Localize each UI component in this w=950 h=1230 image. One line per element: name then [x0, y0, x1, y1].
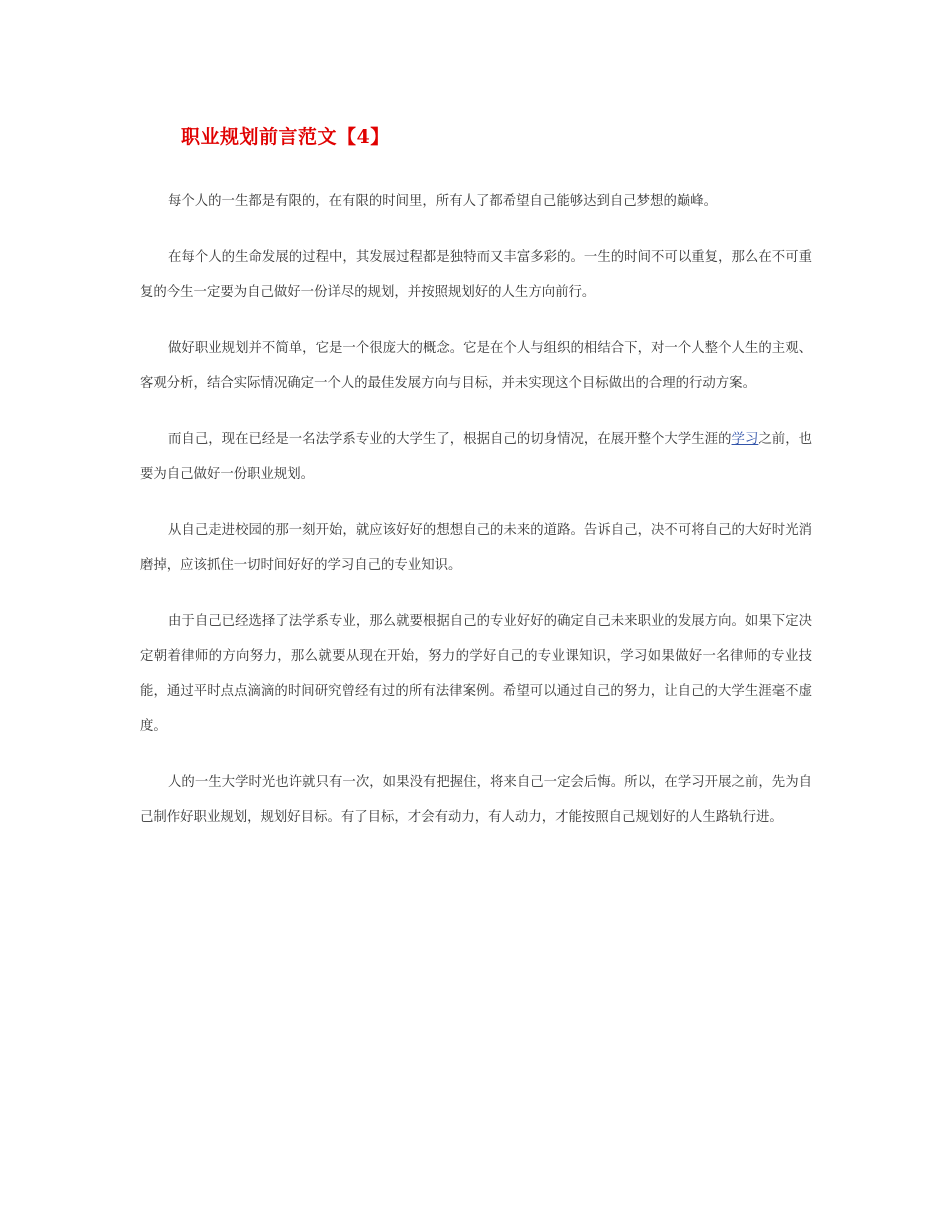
paragraph-4	[140, 422, 812, 492]
paragraph-7: 人的一生大学时光也许就只有一次，如果没有把握住，将来自己一定会后悔。所以，在学习开展之前，先为自己制作好职业规划，规划好目标。有了目标，才会有动力，有人动力，才能按照自己规划好的人生路轨行进。	[140, 775, 812, 825]
paragraph-4-text-before: 而自己，现在已经是一名法学系专业的大学生了，根据自己的切身情况，在展开整个大学生涯的	[168, 432, 732, 447]
page-title: 职业规划前言范文【4】	[181, 126, 390, 148]
paragraph-4-text-after: 之前，也要为自己做好一份职业规划。	[140, 432, 813, 482]
study-link[interactable]: 学习	[731, 432, 759, 447]
paragraph-1: 每个人的一生都是有限的，在有限的时间里，所有人了都希望自己能够达到自己梦想的巅峰。	[168, 194, 718, 209]
paragraph-2: 在每个人的生命发展的过程中，其发展过程都是独特而又丰富多彩的。一生的时间不可以重复，那么在不可重复的今生一定要为自己做好一份详尽的规划，并按照规划好的人生方向前行。	[140, 250, 812, 300]
paragraph-6: 由于自己已经选择了法学系专业，那么就要根据自己的专业好好的确定自己未来职业的发展方向。如果下定决定朝着律师的方向努力，那么就要从现在开始，努力的学好自己的专业课知识，学习如果做好一名律师的专业技能，通过平时点点滴滴的时间研究曾经有过的所有法律案例。希望可以通过自己的努力，让自己的大学生涯毫不虚度。	[140, 614, 812, 734]
paragraph-3: 做好职业规划并不简单，它是一个很庞大的概念。它是在个人与组织的相结合下，对一个人整个人生的主观、客观分析，结合实际情况确定一个人的最佳发展方向与目标，并未实现这个目标做出的合理的行动方案。	[140, 341, 812, 391]
paragraph-5: 从自己走进校园的那一刻开始，就应该好好的想想自己的未来的道路。告诉自己，决不可将自己的大好时光消磨掉，应该抓住一切时间好好的学习自己的专业知识。	[140, 523, 812, 573]
article-body	[140, 184, 812, 856]
